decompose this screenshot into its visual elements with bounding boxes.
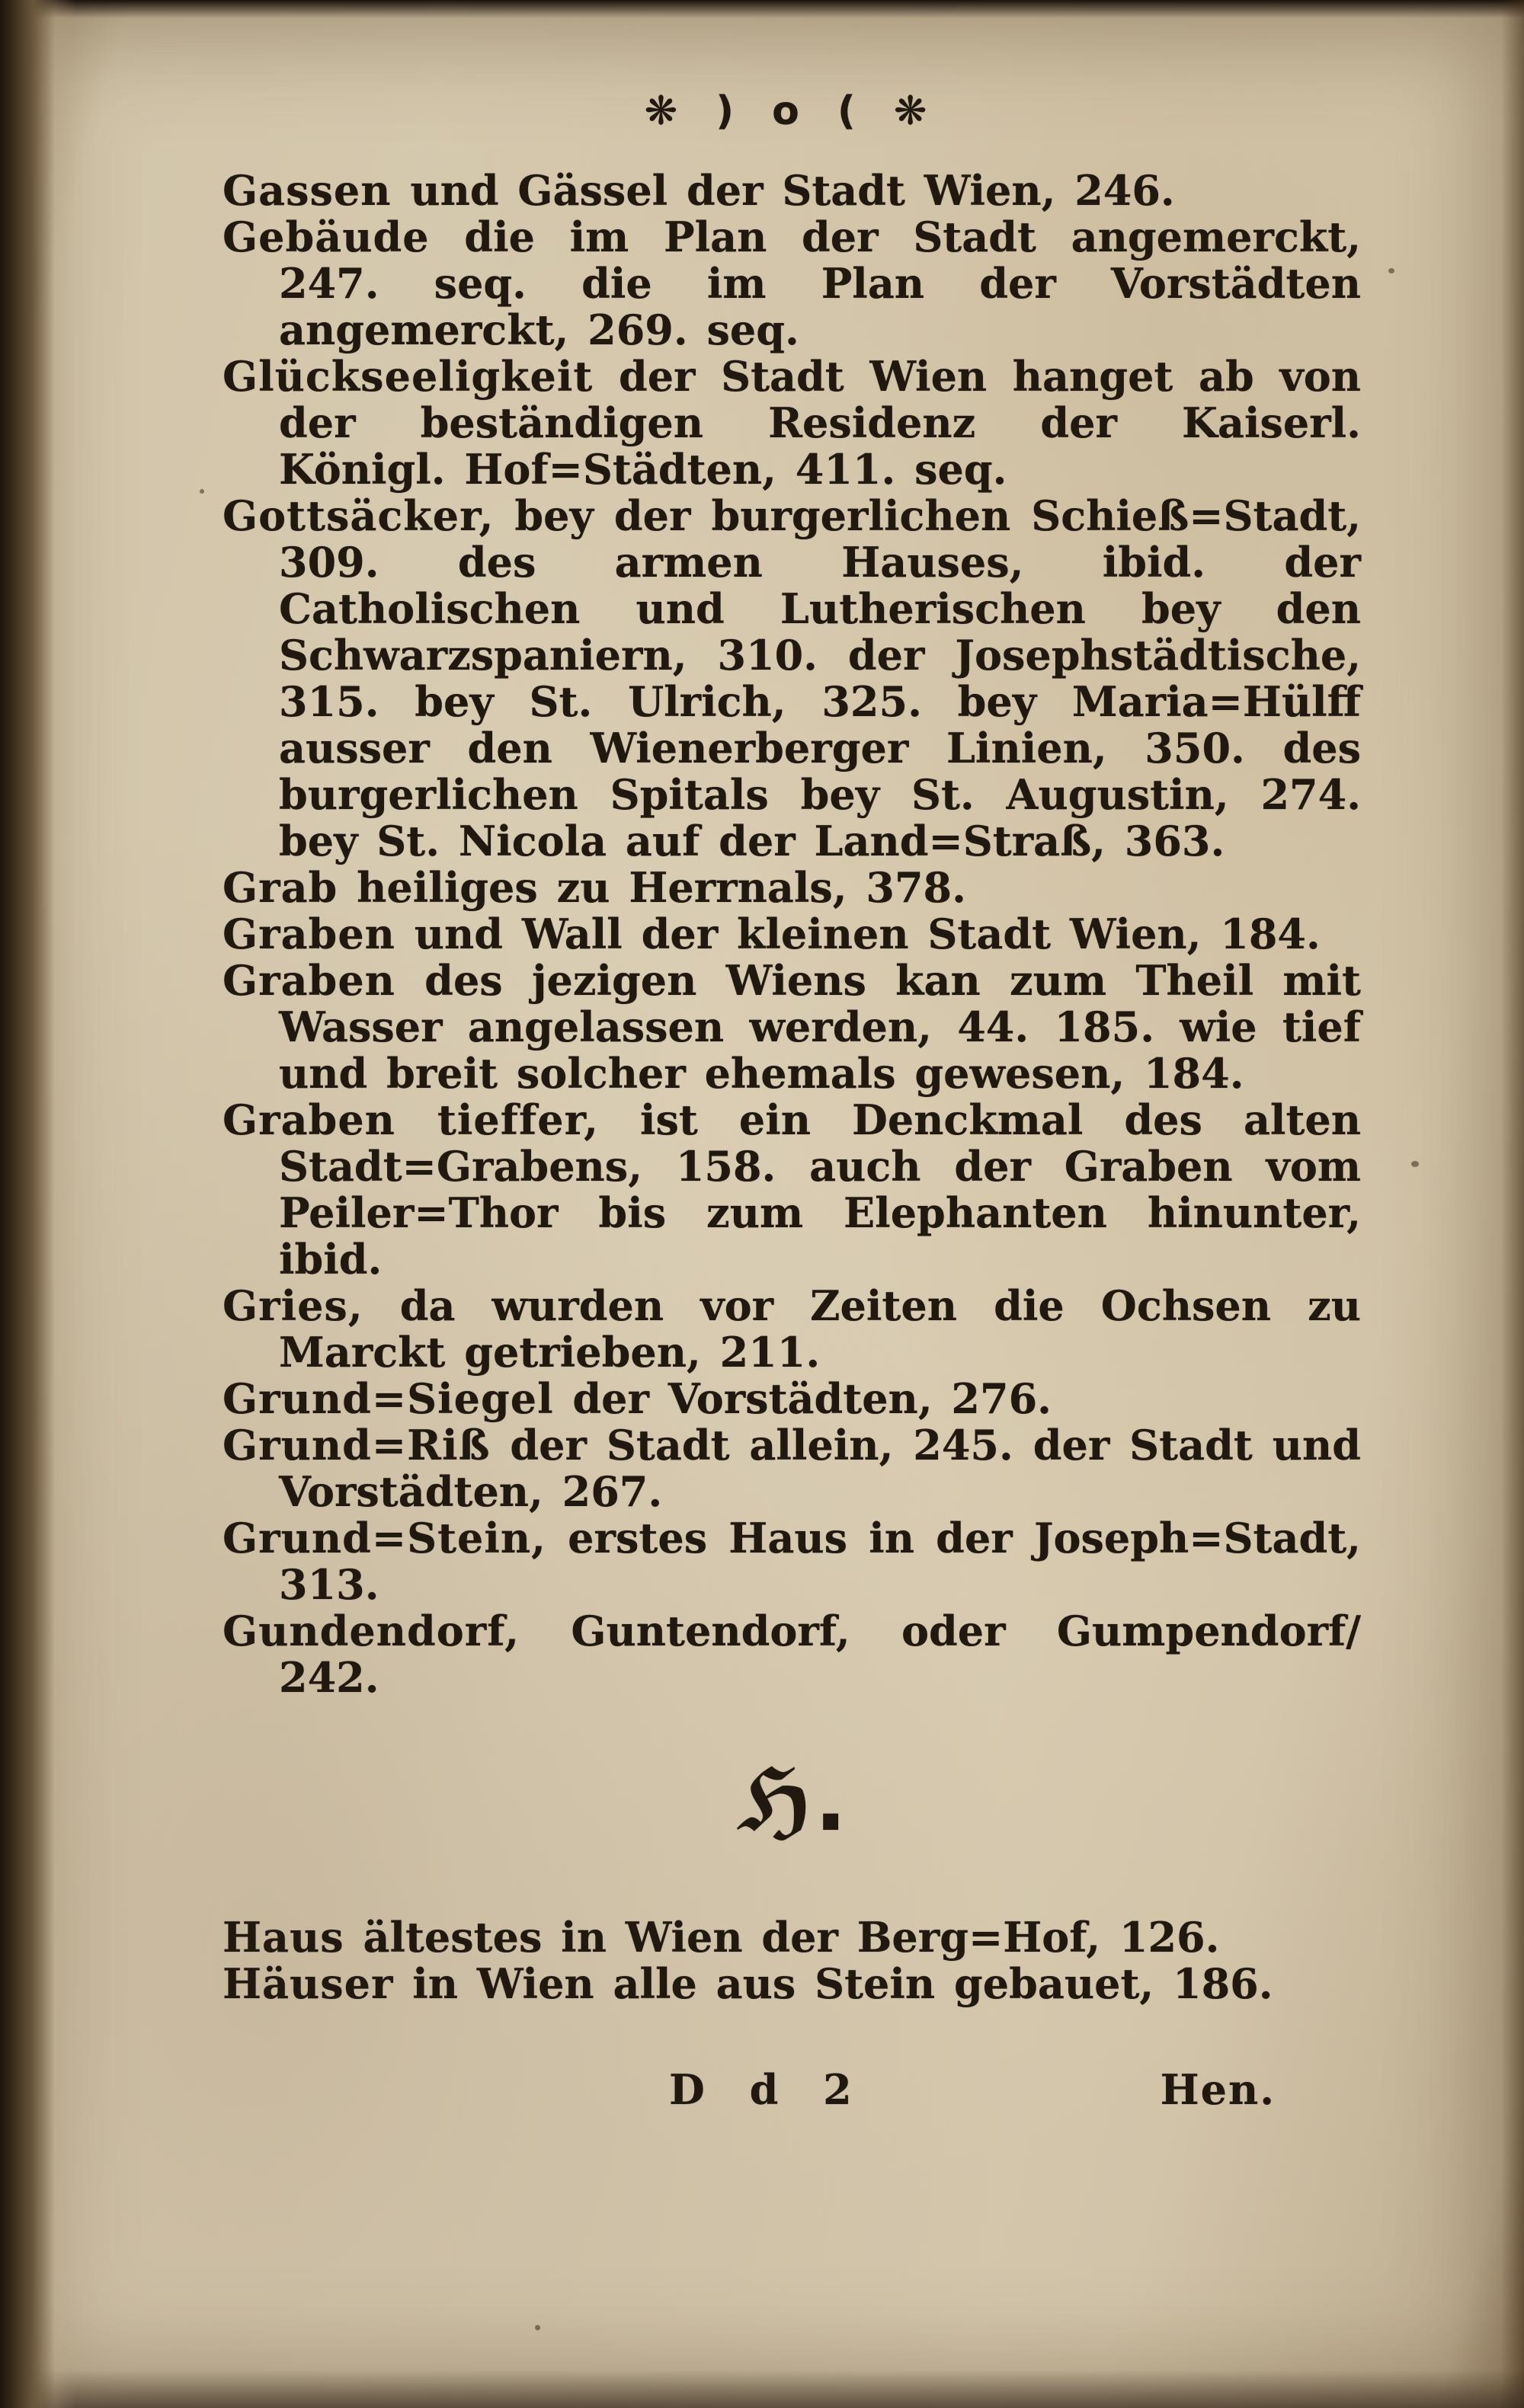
- catchword: Hen.: [1160, 2065, 1276, 2114]
- entry-headword: Gries,: [223, 1281, 363, 1330]
- entry-text: ältestes in Wien der Berg=Hof, 126.: [344, 1913, 1220, 1962]
- index-entry: [223, 214, 1361, 353]
- page-footer: [223, 2065, 1361, 2120]
- paper-speck: [1411, 1161, 1419, 1167]
- entry-text: heiliges zu Herrnals, 378.: [338, 863, 966, 912]
- book-binding-edge: [0, 0, 76, 2408]
- entry-text: bey der burgerlichen Schieß=Stadt, 309. des armen Hauses, ibid. der Catholischen und Lutherischen bey den Schwarzspaniern, 310. der Josephstädtische, 315. bey St. Ulrich, 325. bey Maria=Hülff ausser den Wienerberger Linien, 350. des burgerlichen Spitals bey St. Augustin, 274. bey St. Nicola auf der Land=Straß, 363.: [279, 491, 1361, 865]
- index-entry: [223, 1376, 1361, 1422]
- entry-headword: Gundendorf,: [223, 1607, 520, 1655]
- entry-headword: Gebäude: [223, 213, 430, 261]
- entry-headword: Graben: [223, 956, 395, 1005]
- paper-speck: [200, 489, 204, 494]
- page-content: [223, 0, 1361, 2120]
- entry-text: Guntendorf, oder Gumpendorf/ 242.: [279, 1607, 1361, 1702]
- entry-text: der Vorstädten, 276.: [553, 1374, 1052, 1423]
- index-entry: [223, 493, 1361, 865]
- index-entry: [223, 865, 1361, 911]
- entry-text: ist ein Denckmal des alten Stadt=Grabens, 158. auch der Graben vom Peiler=Thor bis zum Elephanten hinunter, ibid.: [279, 1095, 1362, 1284]
- entry-headword: Haus: [223, 1913, 344, 1962]
- page-bottom-edge: [0, 2370, 1524, 2408]
- page-right-edge: [1501, 0, 1524, 2408]
- signature-mark: D d 2: [668, 2065, 867, 2114]
- index-entries-g: [223, 168, 1361, 1701]
- index-entry: [223, 168, 1361, 214]
- entry-text: die im Plan der Stadt angemerckt, 247. seq. die im Plan der Vorstädten angemerckt, 269. seq.: [279, 213, 1361, 354]
- index-entry: [223, 1961, 1361, 2007]
- entry-text: und Wall der kleinen Stadt Wien, 184.: [395, 910, 1321, 958]
- index-entry: [223, 1097, 1361, 1283]
- paper-speck: [1388, 268, 1394, 273]
- index-entry: [223, 1283, 1361, 1376]
- index-entries-h: [223, 1914, 1361, 2007]
- entry-text: der Stadt allein, 245. der Stadt und Vorstädten, 267.: [279, 1421, 1361, 1516]
- index-entry: [223, 1515, 1361, 1608]
- entry-headword: Glückseeligkeit: [223, 352, 594, 401]
- index-entry: [223, 1422, 1361, 1515]
- entry-headword: Gottsäcker,: [223, 491, 495, 540]
- paper-speck: [535, 2325, 540, 2330]
- index-entry: [223, 911, 1361, 958]
- entry-headword: Häuser: [223, 1959, 394, 2008]
- entry-text: des jezigen Wiens kan zum Theil mit Wasser angelassen werden, 44. 185. wie tief und breit solcher ehemals gewesen, 184.: [279, 956, 1361, 1098]
- entry-headword: Graben tieffer,: [223, 1095, 599, 1144]
- entry-text: und Gässel der Stadt Wien, 246.: [391, 166, 1175, 215]
- entry-text: erstes Haus in der Joseph=Stadt, 313.: [279, 1514, 1361, 1609]
- section-heading-h: ℌ.: [736, 1751, 847, 1850]
- index-entry: [223, 958, 1361, 1097]
- entry-text: in Wien alle aus Stein gebauet, 186.: [393, 1959, 1273, 2008]
- index-entry: [223, 353, 1361, 493]
- entry-text: da wurden vor Zeiten die Ochsen zu Marckt getrieben, 211.: [279, 1281, 1361, 1377]
- entry-text: der Stadt Wien hanget ab von der beständigen Residenz der Kaiserl. Königl. Hof=Städten, 411. seq.: [279, 352, 1361, 494]
- index-entry: [223, 1608, 1361, 1701]
- index-entry: [223, 1914, 1361, 1961]
- entry-headword: Grund=Stein,: [223, 1514, 546, 1562]
- entry-headword: Grab: [223, 863, 338, 912]
- entry-headword: Grund=Riß: [223, 1421, 491, 1469]
- header-fleuron-ornament: ❋ ) o ( ❋: [644, 88, 940, 134]
- entry-headword: Graben: [223, 910, 395, 958]
- entry-headword: Grund=Siegel: [223, 1374, 554, 1423]
- entry-headword: Gassen: [223, 166, 392, 215]
